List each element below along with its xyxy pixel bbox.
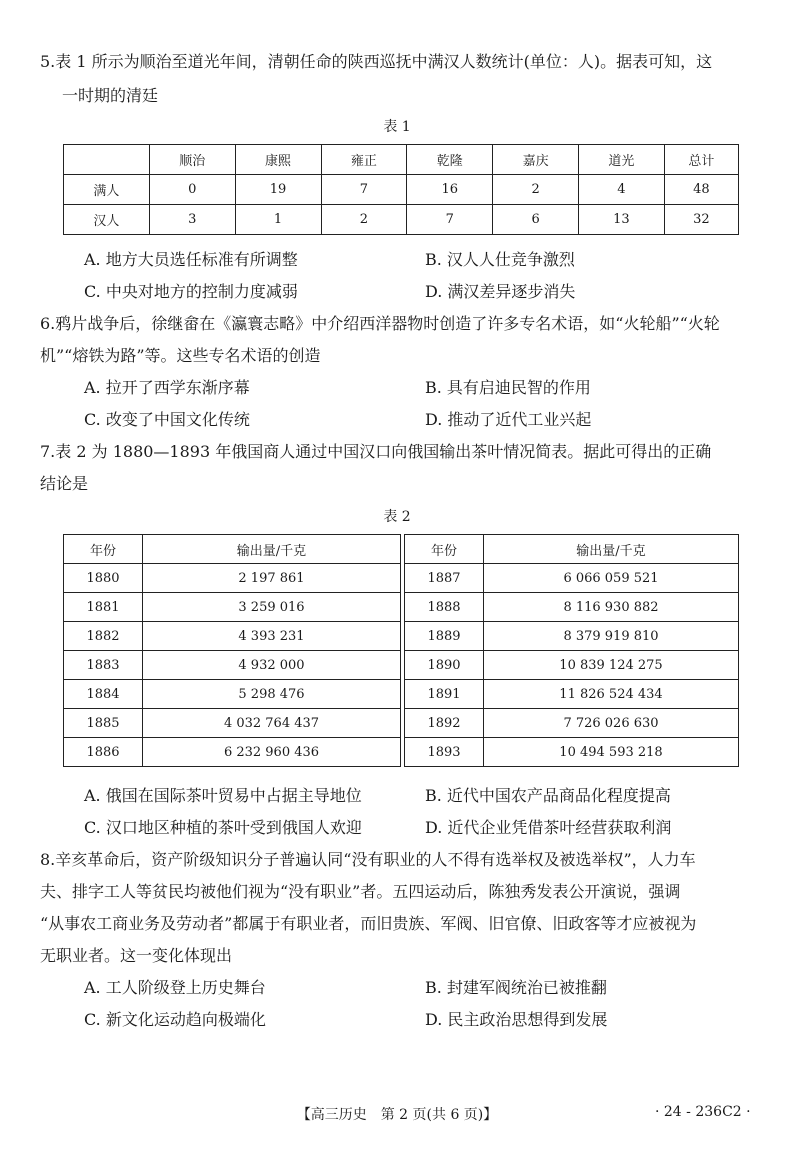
- q7-option-c: C. 汉口地区种植的茶叶受到俄国人欢迎: [84, 818, 362, 837]
- table-cell: 1883: [64, 651, 143, 680]
- table-row: [64, 738, 401, 767]
- table-cell: 7 726 026 630: [484, 709, 739, 738]
- table-cell: 3: [149, 205, 235, 235]
- table-cell: 4 032 764 437: [143, 709, 401, 738]
- table-cell: 11 826 524 434: [484, 680, 739, 709]
- table-header-cell: 年份: [64, 535, 143, 564]
- table-header-cell: 道光: [579, 145, 665, 175]
- page-footer: 【高三历史 第 2 页(共 6 页)】: [296, 1107, 498, 1123]
- table-header-cell: 雍正: [321, 145, 407, 175]
- q6-stem-line1: 6.鸦片战争后，徐继畲在《瀛寰志略》中介绍西洋器物时创造了许多专名术语，如“火轮船”“火轮: [40, 314, 720, 333]
- table-row: [405, 709, 739, 738]
- table-cell: 1890: [405, 651, 484, 680]
- table-cell: 6 232 960 436: [143, 738, 401, 767]
- table-cell: 1882: [64, 622, 143, 651]
- table-2-left: [63, 534, 401, 767]
- table-cell: 10 494 593 218: [484, 738, 739, 767]
- table1-caption: 表 1: [383, 119, 411, 135]
- table-cell: 1881: [64, 593, 143, 622]
- table-row: [405, 564, 739, 593]
- q8-option-d: D. 民主政治思想得到发展: [425, 1010, 608, 1029]
- table-cell: 1887: [405, 564, 484, 593]
- table-row: [405, 738, 739, 767]
- table-cell: 2 197 861: [143, 564, 401, 593]
- table-header-cell: 康熙: [235, 145, 321, 175]
- table-header-cell: 总计: [664, 145, 738, 175]
- q7-option-b: B. 近代中国农产品商品化程度提高: [425, 786, 671, 805]
- q6-option-b: B. 具有启迪民智的作用: [425, 378, 591, 397]
- q7-stem-line2: 结论是: [40, 474, 89, 493]
- q8-stem-line2: 夫、排字工人等贫民均被他们视为“没有职业”者。五四运动后，陈独秀发表公开演说，强调: [40, 882, 681, 901]
- table-row: [64, 680, 401, 709]
- table-cell: 满人: [64, 175, 150, 205]
- table-cell: 32: [664, 205, 738, 235]
- table-cell: 1: [235, 205, 321, 235]
- table-cell: 48: [664, 175, 738, 205]
- table-row: [405, 622, 739, 651]
- table-header-row: [64, 535, 401, 564]
- table-cell: 4 932 000: [143, 651, 401, 680]
- q6-option-c: C. 改变了中国文化传统: [84, 410, 250, 429]
- q8-stem-line3: “从事农工商业务及劳动者”都属于有职业者，而旧贵族、军阀、旧官僚、旧政客等才应被视为: [40, 914, 697, 933]
- table-cell: 6 066 059 521: [484, 564, 739, 593]
- table-cell: 3 259 016: [143, 593, 401, 622]
- table-cell: 10 839 124 275: [484, 651, 739, 680]
- table-cell: 4 393 231: [143, 622, 401, 651]
- q6-option-a: A. 拉开了西学东渐序幕: [84, 378, 250, 397]
- q7-stem-line1: 7.表 2 为 1880—1893 年俄国商人通过中国汉口向俄国输出茶叶情况简表。据此可得出的正确: [40, 442, 712, 461]
- table-cell: 6: [493, 205, 579, 235]
- table-header-row: [405, 535, 739, 564]
- table-header-row: [64, 145, 739, 175]
- table-header-cell: 年份: [405, 535, 484, 564]
- table-row: [64, 175, 739, 205]
- table-cell: 1891: [405, 680, 484, 709]
- table-cell: 1888: [405, 593, 484, 622]
- table-header-cell: 输出量/千克: [143, 535, 401, 564]
- q5-stem-line2: 一时期的清廷: [62, 86, 159, 105]
- table-row: [64, 593, 401, 622]
- table-row: [64, 709, 401, 738]
- q8-option-a: A. 工人阶级登上历史舞台: [84, 978, 266, 997]
- table-2-right: [404, 534, 739, 767]
- table-header-cell: 嘉庆: [493, 145, 579, 175]
- table-cell: 16: [407, 175, 493, 205]
- table-header-cell: 乾隆: [407, 145, 493, 175]
- table-row: [405, 651, 739, 680]
- table-header-cell: 输出量/千克: [484, 535, 739, 564]
- table-cell: 1884: [64, 680, 143, 709]
- q8-option-c: C. 新文化运动趋向极端化: [84, 1010, 266, 1029]
- table-row: [405, 680, 739, 709]
- table-cell: 2: [493, 175, 579, 205]
- table-cell: 5 298 476: [143, 680, 401, 709]
- table-cell: 1889: [405, 622, 484, 651]
- paper-code: · 24 - 236C2 ·: [655, 1104, 751, 1120]
- table-cell: 7: [407, 205, 493, 235]
- q6-option-d: D. 推动了近代工业兴起: [425, 410, 592, 429]
- table-row: [64, 622, 401, 651]
- q7-option-a: A. 俄国在国际茶叶贸易中占据主导地位: [84, 786, 362, 805]
- table-header-cell: 顺治: [149, 145, 235, 175]
- table-cell: 1880: [64, 564, 143, 593]
- table-cell: 13: [579, 205, 665, 235]
- q5-option-b: B. 汉人人仕竞争激烈: [425, 250, 575, 269]
- table-cell: 4: [579, 175, 665, 205]
- table-cell: 1885: [64, 709, 143, 738]
- table-cell: 1892: [405, 709, 484, 738]
- q8-stem-line4: 无职业者。这一变化体现出: [40, 946, 233, 965]
- q5-option-d: D. 满汉差异逐步消失: [425, 282, 576, 301]
- table2-caption: 表 2: [383, 509, 411, 525]
- table-cell: 8 116 930 882: [484, 593, 739, 622]
- q5-option-c: C. 中央对地方的控制力度减弱: [84, 282, 298, 301]
- q5-option-a: A. 地方大员选任标准有所调整: [84, 250, 298, 269]
- table-row: [64, 564, 401, 593]
- table-cell: 7: [321, 175, 407, 205]
- table-row: [405, 593, 739, 622]
- table-cell: 19: [235, 175, 321, 205]
- table-row: [64, 205, 739, 235]
- q7-option-d: D. 近代企业凭借茶叶经营获取利润: [425, 818, 672, 837]
- table-cell: 2: [321, 205, 407, 235]
- table-cell: 0: [149, 175, 235, 205]
- table-cell: 8 379 919 810: [484, 622, 739, 651]
- q8-option-b: B. 封建军阀统治已被推翻: [425, 978, 607, 997]
- table-header-cell: [64, 145, 150, 175]
- table-1: [63, 144, 739, 235]
- table-cell: 汉人: [64, 205, 150, 235]
- table-row: [64, 651, 401, 680]
- q5-stem-line1: 5.表 1 所示为顺治至道光年间，清朝任命的陕西巡抚中满汉人数统计(单位：人)。据表可知，这: [40, 52, 713, 71]
- table-cell: 1886: [64, 738, 143, 767]
- q8-stem-line1: 8.辛亥革命后，资产阶级知识分子普遍认同“没有职业的人不得有选举权及被选举权”，人力车: [40, 850, 696, 869]
- table-cell: 1893: [405, 738, 484, 767]
- q6-stem-line2: 机”“熔铁为路”等。这些专名术语的创造: [40, 346, 321, 365]
